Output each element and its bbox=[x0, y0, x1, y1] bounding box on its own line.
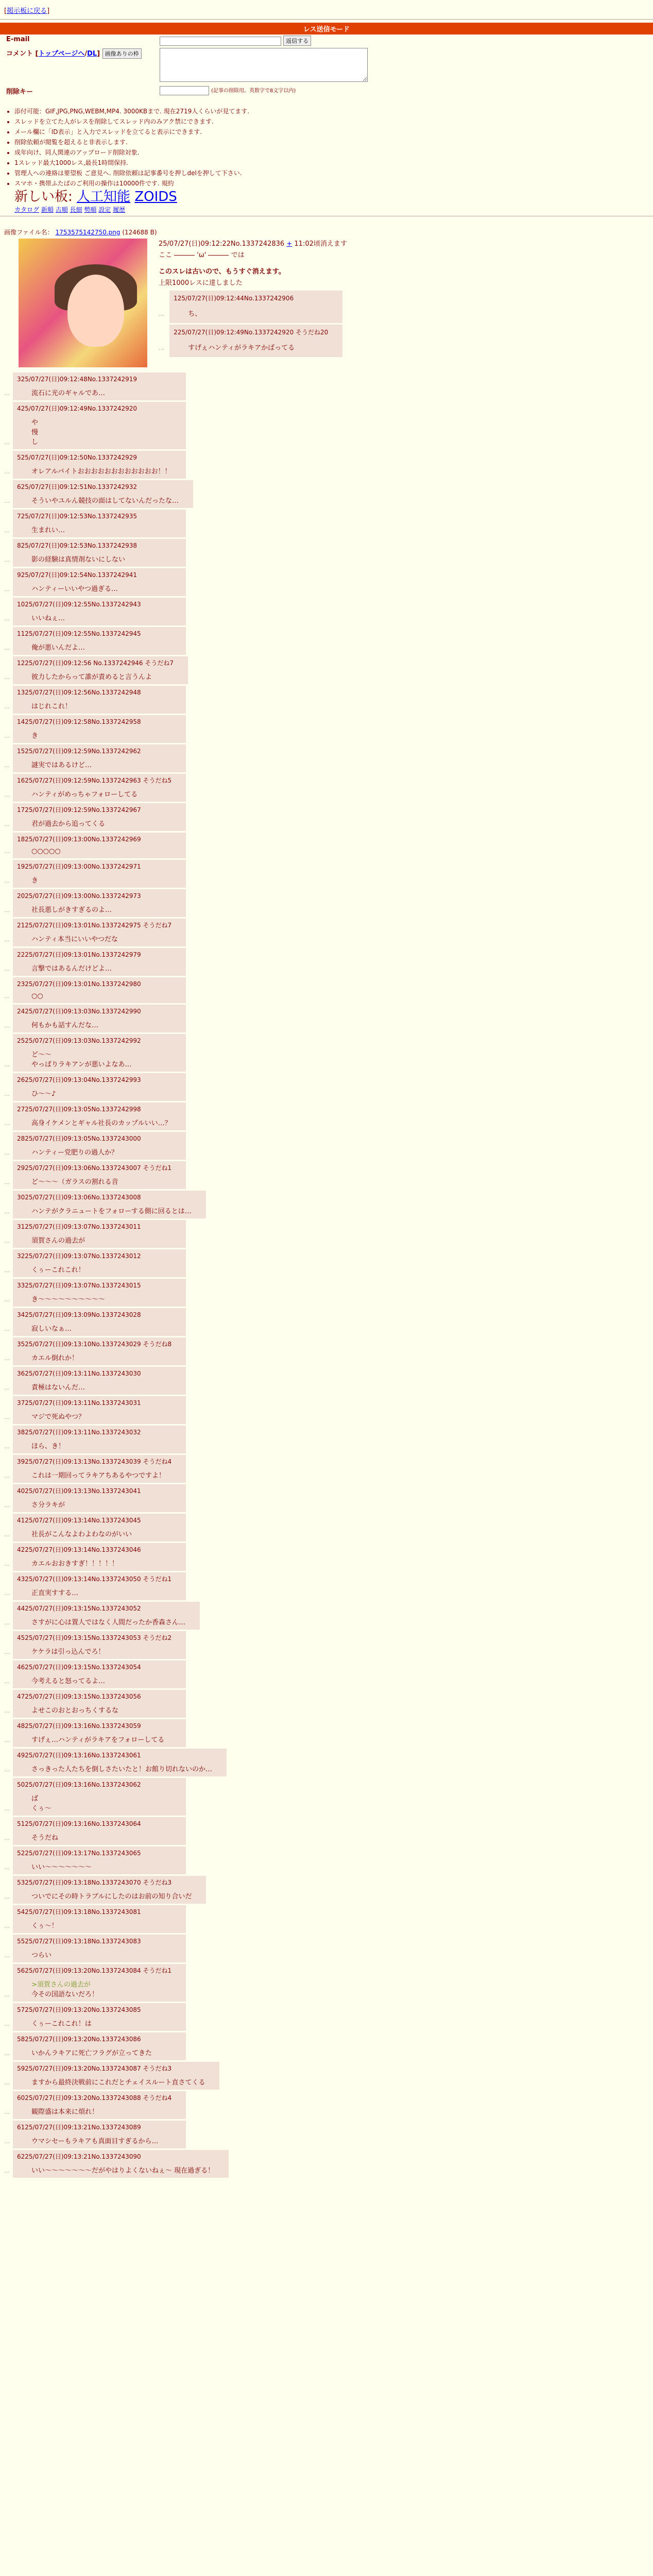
table-row: …3425/07/27(日)09:13:09No.1337243028 寂しいなぁ… bbox=[4, 1308, 653, 1336]
catalog-link[interactable]: 履歴 bbox=[113, 206, 126, 213]
table-row: …4525/07/27(日)09:13:15No.1337243053 そうだね2 ケケラは引っ込んでろ！ bbox=[4, 1631, 653, 1659]
table-row: …2125/07/27(日)09:13:01No.1337242975 そうだね7 ハンティ本当にいいやつだな bbox=[4, 919, 653, 946]
reply-header[interactable]: 5925/07/27(日)09:13:20No.1337243087 そうだね3 bbox=[17, 2065, 172, 2072]
dl-link[interactable]: DL bbox=[87, 50, 97, 58]
table-row: …425/07/27(日)09:12:49No.1337242920 や 慢 し bbox=[4, 402, 653, 449]
reply-header[interactable]: 3825/07/27(日)09:13:11No.1337243032 bbox=[17, 1429, 141, 1436]
table-row: …4125/07/27(日)09:13:14No.1337243045 社長がこんなよわよわなのがいい bbox=[4, 1514, 653, 1541]
reply-header[interactable]: 5625/07/27(日)09:13:20No.1337243084 そうだね1 bbox=[17, 1967, 172, 1974]
reply-text: 今考えると怒ってるよ… bbox=[31, 1677, 106, 1685]
table-row: …1025/07/27(日)09:12:55No.1337242943 いいねぇ… bbox=[4, 598, 653, 625]
reply-text: くぅーこれこれ！は bbox=[31, 2020, 92, 2028]
table-row: …4925/07/27(日)09:13:16No.1337243061 さっきった人たちを倒しさたいたと！お館り切れないのか… bbox=[4, 1749, 653, 1776]
reply-header[interactable]: 2525/07/27(日)09:13:03No.1337242992 bbox=[17, 1037, 141, 1044]
table-row: …4025/07/27(日)09:13:13No.1337243041 さ分ラキが bbox=[4, 1484, 653, 1512]
reply-text: 謎実ではあるけど… bbox=[31, 761, 92, 769]
delkey-hint: (記事の削除用。英数字で8文字以内) bbox=[211, 88, 296, 94]
op-header: 25/07/27(日)09:12:22No.1337242836 + 11:02頃消えます bbox=[159, 240, 347, 248]
reply-header[interactable]: 5425/07/27(日)09:13:18No.1337243081 bbox=[17, 1908, 141, 1916]
reply-header[interactable]: 1625/07/27(日)09:12:59No.1337242963 そうだね5 bbox=[17, 777, 172, 784]
reply-header[interactable]: 4025/07/27(日)09:13:13No.1337243041 bbox=[17, 1487, 141, 1495]
table-row: …1525/07/27(日)09:12:59No.1337242962 謎実ではあるけど… bbox=[4, 744, 653, 772]
top-page-link[interactable]: トップページへ bbox=[38, 50, 85, 58]
reply-header[interactable]: 3225/07/27(日)09:13:07No.1337243012 bbox=[17, 1252, 141, 1260]
reply-text: ウマシセーもラキアも真面目すぎるから… bbox=[31, 2138, 159, 2145]
reply-text: ○○○○○ bbox=[31, 848, 61, 855]
reply-text: いい〜〜〜〜〜〜〜 bbox=[31, 1863, 92, 1871]
reply-text: や 慢 し bbox=[31, 419, 39, 446]
table-row: …2925/07/27(日)09:13:06No.1337243007 そうだね1 ど〜〜〜（ガラスの割れる音 bbox=[4, 1161, 653, 1189]
reply-text: カエルおおきすぎ！！！！！ bbox=[31, 1560, 119, 1568]
reply-list bbox=[0, 362, 653, 2178]
reply-text: さっきった人たちを倒しさたいたと！お館り切れないのか… bbox=[31, 1766, 213, 1773]
reply-text: ○○ bbox=[31, 992, 43, 1000]
image-frame-button[interactable]: 画像ありの枠 bbox=[102, 48, 142, 59]
rule-item: • スレッドを立てた人がレスを削除してスレッド内のみアク禁にできます. bbox=[14, 116, 653, 127]
reply-text: さ分ラキが bbox=[31, 1501, 65, 1509]
table-row: …5125/07/27(日)09:13:16No.1337243064 そうだね bbox=[4, 1817, 653, 1845]
reply-header[interactable]: 6225/07/27(日)09:13:21No.1337243090 bbox=[17, 2153, 141, 2160]
reply-text: いいねぇ… bbox=[31, 615, 65, 622]
reply-text: ハンテがクラニュートをフォローする側に回るとは… bbox=[31, 1208, 192, 1215]
rules-list bbox=[14, 106, 653, 189]
reply-header[interactable]: 5125/07/27(日)09:13:16No.1337243064 bbox=[17, 1820, 141, 1827]
table-row: …3525/07/27(日)09:13:10No.1337243029 そうだね8 カエル倒れか！ bbox=[4, 1337, 653, 1365]
reply-text: オレアルバイトおおおおおおおおおおおお！！ bbox=[31, 468, 171, 476]
reply-header[interactable]: 1125/07/27(日)09:12:55No.1337242945 bbox=[17, 630, 141, 637]
table-row: …4725/07/27(日)09:13:15No.1337243056 よせこのおとおっちくするな bbox=[4, 1690, 653, 1718]
reply-text: ハンティーいいやつ過ぎる… bbox=[31, 585, 118, 593]
reply-header[interactable]: 825/07/27(日)09:12:53No.1337242938 bbox=[17, 542, 138, 549]
reply-header[interactable]: 3425/07/27(日)09:13:09No.1337243028 bbox=[17, 1311, 141, 1318]
reply-header[interactable]: 325/07/27(日)09:12:48No.1337242919 bbox=[17, 376, 138, 383]
reply-header[interactable]: 2925/07/27(日)09:13:06No.1337243007 そうだね1 bbox=[17, 1164, 172, 1172]
table-row: …1425/07/27(日)09:12:58No.1337242958 き bbox=[4, 715, 653, 743]
reply-header[interactable]: 4125/07/27(日)09:13:14No.1337243045 bbox=[17, 1517, 141, 1524]
delkey-label: 削除キー bbox=[6, 88, 33, 96]
reply-text: ほら、き！ bbox=[31, 1443, 65, 1450]
reply-header[interactable]: 4625/07/27(日)09:13:15No.1337243054 bbox=[17, 1664, 141, 1671]
table-row: …5325/07/27(日)09:13:18No.1337243070 そうだね3 ついでにその時トラブルにしたのはお前の知り合いだ bbox=[4, 1876, 653, 1904]
file-link[interactable]: 1753575142750.png bbox=[55, 229, 121, 236]
reply-text: 社長悪しがきすぎるのよ… bbox=[31, 906, 112, 914]
reply-header[interactable]: 4825/07/27(日)09:13:16No.1337243059 bbox=[17, 1722, 141, 1730]
mode-bar: レス送信モード bbox=[0, 23, 653, 35]
reply-header[interactable]: 5225/07/27(日)09:13:17No.1337243065 bbox=[17, 1850, 141, 1857]
rule-item: • 管理人への連絡は要望板 ご意見へ. 削除依頼は記事番号を押しdelを押して下さい. bbox=[14, 168, 653, 178]
table-row: …5025/07/27(日)09:13:16No.1337243062 ば くぅ〜 bbox=[4, 1778, 653, 1816]
reply-header[interactable]: 1525/07/27(日)09:12:59No.1337242962 bbox=[17, 748, 141, 755]
reply-text: ば くぅ〜 bbox=[31, 1795, 51, 1812]
table-row: …4325/07/27(日)09:13:14No.1337243050 そうだね1 正直実すする… bbox=[4, 1572, 653, 1600]
reply-header[interactable]: 5025/07/27(日)09:13:16No.1337243062 bbox=[17, 1781, 141, 1788]
email-field[interactable] bbox=[160, 37, 281, 46]
table-row: …625/07/27(日)09:12:51No.1337242932 そういやユルん競技の面はしてないんだったな… bbox=[4, 480, 653, 508]
reply-header[interactable]: 2425/07/27(日)09:13:03No.1337242990 bbox=[17, 1008, 141, 1015]
reply-text: ハンティー党肥りの過人か？ bbox=[31, 1149, 118, 1157]
op-bar: ここ 'ω' では bbox=[159, 251, 245, 259]
submit-button[interactable]: 返信する bbox=[283, 36, 311, 46]
table-row: …5925/07/27(日)09:13:20No.1337243087 そうだね3 ますから最終決戦前にこれだとチェイスルート直さてくる bbox=[4, 2062, 653, 2090]
reply-text: くぅーこれこれ！ bbox=[31, 1266, 85, 1274]
reply-header[interactable]: 4225/07/27(日)09:13:14No.1337243046 bbox=[17, 1546, 141, 1553]
reply-header[interactable]: 4725/07/27(日)09:13:15No.1337243056 bbox=[17, 1693, 141, 1700]
table-row: …5425/07/27(日)09:13:18No.1337243081 くぅ〜！ bbox=[4, 1905, 653, 1933]
reply-text: ついでにその時トラブルにしたのはお前の知り合いだ bbox=[31, 1893, 192, 1901]
table-row: …925/07/27(日)09:12:54No.1337242941 ハンティーいいやつ過ぎる… bbox=[4, 568, 653, 596]
reply-header[interactable]: 1425/07/27(日)09:12:58No.1337242958 bbox=[17, 718, 141, 725]
reply-header[interactable]: 925/07/27(日)09:12:54No.1337242941 bbox=[17, 571, 138, 579]
reply-header[interactable]: 6125/07/27(日)09:13:21No.1337243089 bbox=[17, 2124, 141, 2131]
table-row: …3125/07/27(日)09:13:07No.1337243011 須賀さんの過去が bbox=[4, 1220, 653, 1248]
table-row: …825/07/27(日)09:12:53No.1337242938 影の経験は真情剤ないにしない bbox=[4, 539, 653, 567]
reply-header[interactable]: 425/07/27(日)09:12:49No.1337242920 bbox=[17, 405, 138, 412]
table-row: …525/07/27(日)09:12:50No.1337242929 オレアルバイトおおおおおおおおおおおお！！ bbox=[4, 451, 653, 479]
table-row: …1825/07/27(日)09:13:00No.1337242969 ○○○○○ bbox=[4, 833, 653, 858]
reply-header[interactable]: 625/07/27(日)09:12:51No.1337242932 bbox=[17, 483, 138, 490]
reply-header[interactable]: 6025/07/27(日)09:13:20No.1337243088 そうだね4 bbox=[17, 2094, 172, 2102]
op-thumbnail[interactable] bbox=[19, 239, 147, 367]
rule-item: • 1スレッド最大1000レス,最長1時間保持. bbox=[14, 158, 653, 168]
table-row: …5225/07/27(日)09:13:17No.1337243065 いい〜〜〜〜〜〜〜 bbox=[4, 1846, 653, 1874]
table-row: …5625/07/27(日)09:13:20No.1337243084 そうだね1 >須賀さんの過去が 今その国語ないだろ！ bbox=[4, 1964, 653, 2002]
table-row: …1625/07/27(日)09:12:59No.1337242963 そうだね5 ハンティがめっちゃフォローしてる bbox=[4, 774, 653, 802]
catalog-link[interactable]: 勢順 bbox=[84, 206, 97, 213]
reply-text: ひ〜〜♪ bbox=[31, 1090, 56, 1098]
reply-text: 何もかも話すんだな… bbox=[31, 1022, 99, 1029]
reply-text: これは一期回ってラキアちあるやつですよ！ bbox=[31, 1472, 166, 1480]
reply-header[interactable]: 2225/07/27(日)09:13:01No.1337242979 bbox=[17, 951, 141, 958]
table-row: …2425/07/27(日)09:13:03No.1337242990 何もかも話すんだな… bbox=[4, 1005, 653, 1032]
new-board-link[interactable]: 人工知能 bbox=[77, 189, 131, 205]
inner-reply: … 125/07/27(日)09:12:44No.1337242906 ち、 bbox=[159, 291, 649, 323]
reply-text: ど〜〜 やっぱりラキアンが悪いよなあ… bbox=[31, 1051, 132, 1069]
table-row: …5725/07/27(日)09:13:20No.1337243085 くぅーこれこれ！は bbox=[4, 2003, 653, 2031]
table-row: …4225/07/27(日)09:13:14No.1337243046 カエルおおきすぎ！！！！！ bbox=[4, 1543, 653, 1571]
reply-text: 責極はないんだ… bbox=[31, 1384, 85, 1392]
reply-text: 観際盛は本来に煩れ！ bbox=[31, 2108, 99, 2116]
rule-item: • スマホ・携帯ふたばのご利用の操作は10000件です. 規約 bbox=[14, 178, 653, 189]
table-row: …2025/07/27(日)09:13:00No.1337242973 社長悪しがきすぎるのよ… bbox=[4, 889, 653, 917]
table-row: …2525/07/27(日)09:13:03No.1337242992 ど〜〜 やっぱりラキアンが悪いよなあ… bbox=[4, 1034, 653, 1072]
reply-header[interactable]: 3625/07/27(日)09:13:11No.1337243030 bbox=[17, 1370, 141, 1377]
table-row: …325/07/27(日)09:12:48No.1337242919 流石に光のギャルであ… bbox=[4, 372, 653, 400]
delete-link[interactable]: + bbox=[286, 240, 293, 248]
reply-text: いい〜〜〜〜〜〜〜だがやはりよくないねぇ〜 現在過ぎる！ bbox=[31, 2167, 215, 2175]
table-row: …1725/07/27(日)09:12:59No.1337242967 君が過去から追ってくる bbox=[4, 803, 653, 831]
rule-item: • 成年向け、同人関連のアップロード削除対象. bbox=[14, 147, 653, 158]
new-board-link[interactable]: ZOIDS bbox=[134, 189, 177, 205]
reply-text: 彼力したからって誰が責めると言うんよ bbox=[31, 673, 152, 681]
table-row: …5825/07/27(日)09:13:20No.1337243086 いかんラキアに死亡フラグが立ってきた bbox=[4, 2032, 653, 2060]
table-row: …2225/07/27(日)09:13:01No.1337242979 言撃ではあるんだけどよ… bbox=[4, 948, 653, 976]
reply-header[interactable]: 5525/07/27(日)09:13:18No.1337243083 bbox=[17, 1938, 141, 1945]
reply-header[interactable]: 4525/07/27(日)09:13:15No.1337243053 そうだね2 bbox=[17, 1634, 172, 1641]
top-nav: [掲示板に戻る] bbox=[4, 7, 50, 15]
reply-header[interactable]: 5725/07/27(日)09:13:20No.1337243085 bbox=[17, 2006, 141, 2013]
reply-text: 流石に光のギャルであ… bbox=[31, 389, 106, 397]
inner-reply: … 225/07/27(日)09:12:49No.1337242920 そうだね20 すげぇハンティがラキアかばってる bbox=[159, 325, 649, 357]
reply-text: 須賀さんの過去が bbox=[31, 1237, 85, 1245]
reply-header[interactable]: 1225/07/27(日)09:12:56 No.1337242946 そうだね7 bbox=[17, 659, 174, 667]
catalog-nav bbox=[14, 205, 653, 214]
rule-item: • 削除依頼が閲覧を超えると非表示します. bbox=[14, 137, 653, 147]
reply-text: はじれこれ！ bbox=[31, 703, 72, 710]
table-row: …4625/07/27(日)09:13:15No.1337243054 今考えると怒ってるよ… bbox=[4, 1660, 653, 1688]
reply-text: >須賀さんの過去が 今その国語ないだろ！ bbox=[31, 1981, 99, 1998]
reply-header[interactable]: 525/07/27(日)09:12:50No.1337242929 bbox=[17, 454, 138, 461]
rule-item: • 添付可能：GIF,JPG,PNG,WEBM,MP4. 3000KBまで. 現在2719人くらいが見てます. bbox=[14, 106, 653, 116]
catalog-link[interactable]: 長細 bbox=[70, 206, 82, 213]
reply-header[interactable]: 4325/07/27(日)09:13:14No.1337243050 そうだね1 bbox=[17, 1575, 172, 1583]
divider bbox=[0, 19, 653, 20]
reply-header[interactable]: 2625/07/27(日)09:13:04No.1337242993 bbox=[17, 1076, 141, 1083]
table-row: …1125/07/27(日)09:12:55No.1337242945 俺が悪いんだよ… bbox=[4, 627, 653, 655]
reply-text: ど〜〜〜（ガラスの割れる音 bbox=[31, 1178, 118, 1186]
rule-item: • メール欄に「ID表示」と入力でスレッドを立てると表示にできます. bbox=[14, 127, 653, 137]
table-row: …4425/07/27(日)09:13:15No.1337243052 さすがに心は置人ではなく人間だったか香森さん… bbox=[4, 1602, 653, 1630]
reply-header[interactable]: 1825/07/27(日)09:13:00No.1337242969 bbox=[17, 836, 141, 843]
file-info: 画像ファイル名： 1753575142750.png (124688 B) bbox=[4, 229, 157, 236]
reply-text: ケケラは引っ込んでろ！ bbox=[31, 1648, 105, 1656]
reply-header[interactable]: 3325/07/27(日)09:13:07No.1337243015 bbox=[17, 1282, 141, 1289]
reply-header[interactable]: 3125/07/27(日)09:13:07No.1337243011 bbox=[17, 1223, 141, 1230]
reply-header[interactable]: 725/07/27(日)09:12:53No.1337242935 bbox=[17, 513, 138, 520]
reply-text: 高身イケメンとギャル社長のカップルいい…？ bbox=[31, 1120, 171, 1127]
table-row: …725/07/27(日)09:12:53No.1337242935 生まれい… bbox=[4, 510, 653, 537]
reply-text: ハンティ本当にいいやつだな bbox=[31, 936, 118, 943]
reply-text: そうだね bbox=[31, 1834, 59, 1842]
delete-key-field[interactable] bbox=[160, 86, 209, 95]
table-row: …6125/07/27(日)09:13:21No.1337243089 ウマシセーもラキアも真面目すぎるから… bbox=[4, 2121, 653, 2148]
reply-header[interactable]: 5825/07/27(日)09:13:20No.1337243086 bbox=[17, 2036, 141, 2043]
reply-header[interactable]: 1725/07/27(日)09:12:59No.1337242967 bbox=[17, 806, 141, 814]
catalog-link[interactable]: 古順 bbox=[55, 206, 68, 213]
reply-header[interactable]: 2725/07/27(日)09:13:05No.1337242998 bbox=[17, 1106, 141, 1113]
reply-text: 生まれい… bbox=[31, 527, 65, 534]
op-title: このスレは古いので、もうすぐ消えます。 bbox=[159, 268, 285, 276]
table-row: …3625/07/27(日)09:13:11No.1337243030 責極はないんだ… bbox=[4, 1367, 653, 1395]
table-row: …3025/07/27(日)09:13:06No.1337243008 ハンテがクラニュートをフォローする側に回るとは… bbox=[4, 1191, 653, 1218]
reply-text: さすがに心は置人ではなく人間だったか香森さん… bbox=[31, 1619, 186, 1626]
reply-text: つらい bbox=[31, 1952, 52, 1959]
catalog-link[interactable]: 新順 bbox=[41, 206, 54, 213]
table-row: …1925/07/27(日)09:13:00No.1337242971 き bbox=[4, 860, 653, 888]
table-row: …3925/07/27(日)09:13:13No.1337243039 そうだね4 これは一期回ってラキアちあるやつですよ！ bbox=[4, 1455, 653, 1483]
table-row: …4825/07/27(日)09:13:16No.1337243059 すげぇ…ハンティがラキアをフォローしてる bbox=[4, 1719, 653, 1747]
reply-text: き bbox=[31, 732, 39, 740]
catalog-link[interactable]: 設定 bbox=[98, 206, 111, 213]
reply-text: 君が過去から追ってくる bbox=[31, 820, 106, 828]
reply-text: 寂しいなぁ… bbox=[31, 1325, 72, 1333]
comment-label: コメント [トップページへ/DL] 画像ありの枠 bbox=[4, 47, 158, 85]
reply-header[interactable]: 3525/07/27(日)09:13:10No.1337243029 そうだね8 bbox=[17, 1341, 172, 1348]
back-to-board-link[interactable]: 掲示板に戻る bbox=[7, 7, 47, 15]
reply-text: ますから最終決戦前にこれだとチェイスルート直さてくる bbox=[31, 2079, 205, 2087]
reply-text: マジで死ぬやつ？ bbox=[31, 1413, 85, 1421]
table-row: …5525/07/27(日)09:13:18No.1337243083 つらい bbox=[4, 1935, 653, 1962]
op-post bbox=[0, 225, 653, 362]
table-row: …3725/07/27(日)09:13:11No.1337243031 マジで死ぬやつ？ bbox=[4, 1396, 653, 1424]
reply-header[interactable]: 4425/07/27(日)09:13:15No.1337243052 bbox=[17, 1605, 141, 1612]
reply-text: ハンティがめっちゃフォローしてる bbox=[31, 791, 138, 799]
table-row: …1225/07/27(日)09:12:56 No.1337242946 そうだね7 彼力したからって誰が責めると言うんよ bbox=[4, 656, 653, 684]
new-board: 新しい板: 人工知能 ZOIDS bbox=[14, 189, 177, 205]
reply-text: き bbox=[31, 877, 39, 885]
reply-text: 社長がこんなよわよわなのがいい bbox=[31, 1531, 132, 1538]
reply-text: そういやユルん競技の面はしてないんだったな… bbox=[31, 497, 179, 505]
table-row: …2825/07/27(日)09:13:05No.1337243000 ハンティー党肥りの過人か？ bbox=[4, 1132, 653, 1160]
reply-header[interactable]: 3925/07/27(日)09:13:13No.1337243039 そうだね4 bbox=[17, 1458, 172, 1465]
comment-field[interactable] bbox=[160, 48, 368, 82]
email-label: E-mail bbox=[6, 36, 30, 43]
reply-text: よせこのおとおっちくするな bbox=[31, 1707, 119, 1715]
reply-text: 俺が悪いんだよ… bbox=[31, 644, 85, 652]
reply-text: 正直実すする… bbox=[31, 1589, 79, 1597]
table-row: …6225/07/27(日)09:13:21No.1337243090 いい〜〜〜〜〜〜〜だがやはりよくないねぇ〜 現在過ぎる！ bbox=[4, 2150, 653, 2178]
table-row: …1325/07/27(日)09:12:56No.1337242948 はじれこれ！ bbox=[4, 686, 653, 714]
reply-form bbox=[4, 35, 653, 97]
catalog-link[interactable]: カタログ bbox=[14, 206, 40, 213]
table-row: …2725/07/27(日)09:13:05No.1337242998 高身イケメンとギャル社長のカップルいい…？ bbox=[4, 1103, 653, 1130]
reply-header[interactable]: 3025/07/27(日)09:13:06No.1337243008 bbox=[17, 1194, 141, 1201]
reply-text: き〜〜〜〜〜〜〜〜〜〜 bbox=[31, 1296, 106, 1303]
table-row: …3325/07/27(日)09:13:07No.1337243015 き〜〜〜〜〜〜〜〜〜〜 bbox=[4, 1279, 653, 1307]
table-row: …3225/07/27(日)09:13:07No.1337243012 くぅーこれこれ！ bbox=[4, 1249, 653, 1277]
reply-text: すげぇ…ハンティがラキアをフォローしてる bbox=[31, 1736, 165, 1744]
reply-header[interactable]: 1325/07/27(日)09:12:56No.1337242948 bbox=[17, 689, 141, 696]
table-row: …6025/07/27(日)09:13:20No.1337243088 そうだね4 観際盛は本来に煩れ！ bbox=[4, 2091, 653, 2119]
op-note: 上限1000レスに達しました bbox=[159, 279, 243, 287]
table-row: …2325/07/27(日)09:13:01No.1337242980 ○○ bbox=[4, 977, 653, 1003]
reply-header[interactable]: 2325/07/27(日)09:13:01No.1337242980 bbox=[17, 980, 141, 988]
reply-header[interactable]: 2025/07/27(日)09:13:00No.1337242973 bbox=[17, 892, 141, 900]
reply-header[interactable]: 2825/07/27(日)09:13:05No.1337243000 bbox=[17, 1135, 141, 1142]
reply-header[interactable]: 2125/07/27(日)09:13:01No.1337242975 そうだね7 bbox=[17, 922, 172, 929]
reply-header[interactable]: 1025/07/27(日)09:12:55No.1337242943 bbox=[17, 601, 141, 608]
reply-text: くぅ〜！ bbox=[31, 1922, 58, 1930]
reply-text: カエル倒れか！ bbox=[31, 1354, 79, 1362]
reply-header[interactable]: 1925/07/27(日)09:13:00No.1337242971 bbox=[17, 863, 141, 870]
reply-text: いかんラキアに死亡フラグが立ってきた bbox=[31, 2049, 152, 2057]
reply-header[interactable]: 3725/07/27(日)09:13:11No.1337243031 bbox=[17, 1399, 141, 1406]
table-row: …2625/07/27(日)09:13:04No.1337242993 ひ〜〜♪ bbox=[4, 1073, 653, 1101]
reply-text: 言撃ではあるんだけどよ… bbox=[31, 965, 112, 973]
table-row: …3825/07/27(日)09:13:11No.1337243032 ほら、き！ bbox=[4, 1426, 653, 1453]
reply-text: 影の経験は真情剤ないにしない bbox=[31, 556, 126, 564]
reply-header[interactable]: 4925/07/27(日)09:13:16No.1337243061 bbox=[17, 1752, 141, 1759]
reply-header[interactable]: 5325/07/27(日)09:13:18No.1337243070 そうだね3 bbox=[17, 1879, 172, 1886]
